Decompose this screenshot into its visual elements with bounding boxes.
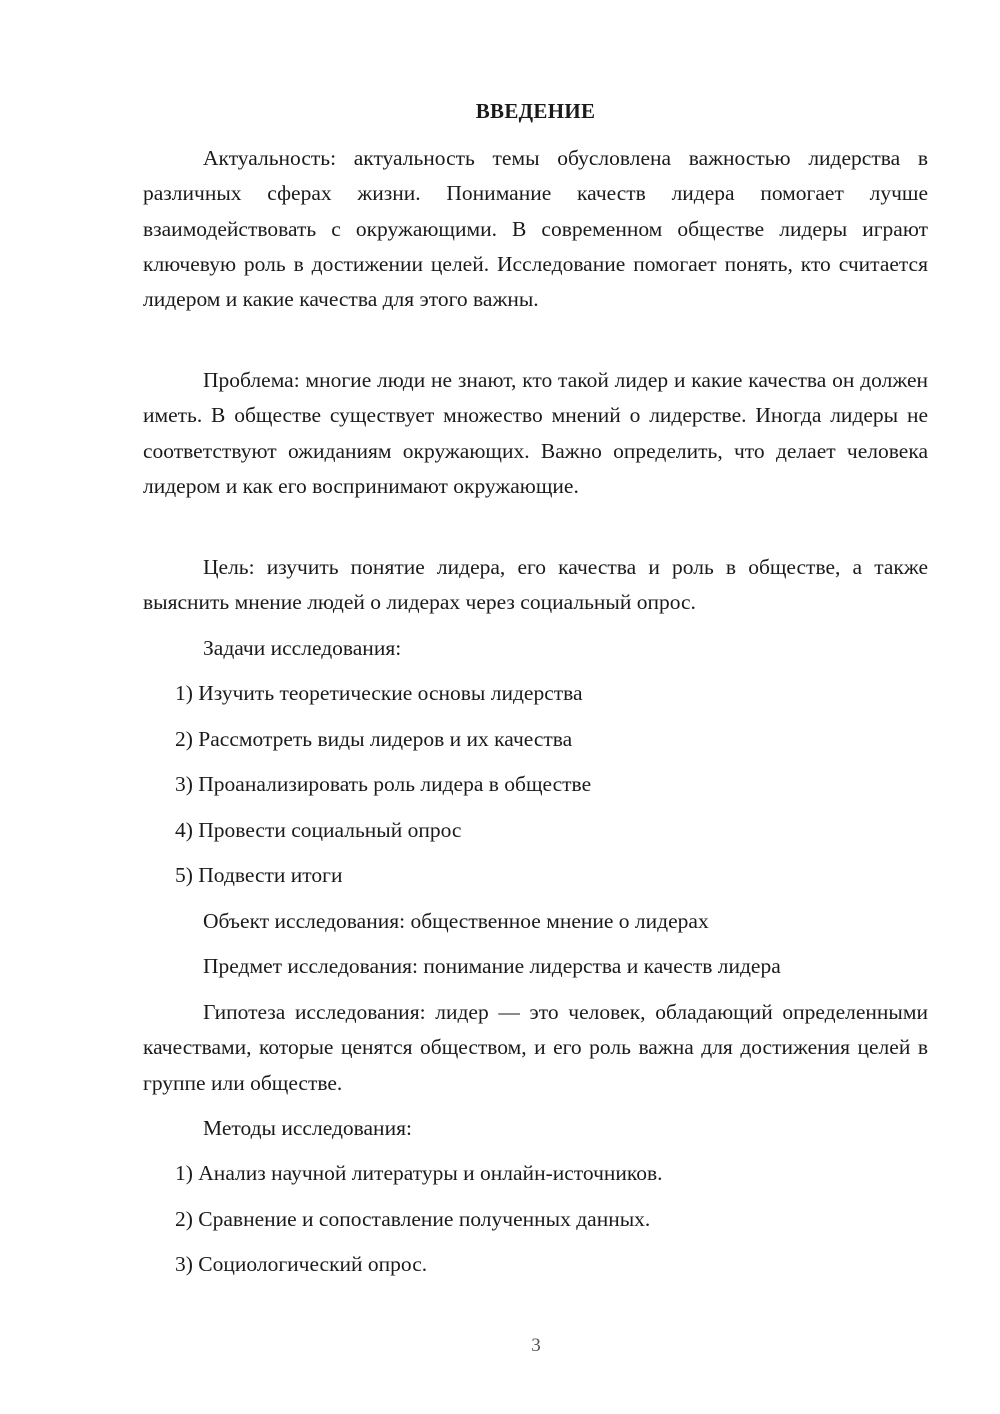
methods-heading: Методы исследования: xyxy=(203,1116,412,1140)
goal-paragraph: Цель: изучить понятие лидера, его качества и роль в обществе, а также выяснить мнение людей о лидерах через социальный опрос. xyxy=(143,555,928,615)
object-line: Объект исследования: общественное мнение о лидерах xyxy=(203,909,709,933)
subject-line: Предмет исследования: понимание лидерства и качеств лидера xyxy=(203,954,781,978)
page-number: 3 xyxy=(531,1335,541,1356)
section-title: ВВЕДЕНИЕ xyxy=(475,99,596,123)
hypothesis-paragraph: Гипотеза исследования: лидер — это человек, обладающий определенными качествами, которые ценятся обществом, и его роль важна для достижения целей в группе или обществе. xyxy=(143,1000,928,1095)
tasks-heading: Задачи исследования: xyxy=(203,636,402,660)
relevance-paragraph: Актуальность: актуальность темы обусловлена важностью лидерства в различных сферах жизни. Понимание качеств лидера помогает лучше взаимодействовать с окружающими. В современном обществе лидеры играют ключевую роль в достижении целей. Исследование помогает понять, кто считается лидером и какие качества для этого важны. xyxy=(143,146,928,312)
task-item: 5) Подвести итоги xyxy=(175,863,343,887)
task-item: 3) Проанализировать роль лидера в обществе xyxy=(175,772,592,796)
problem-paragraph: Проблема: многие люди не знают, кто такой лидер и какие качества он должен иметь. В обществе существует множество мнений о лидерстве. Иногда лидеры не соответствуют ожиданиям окружающих. Важно определить, что делает человека лидером и как его воспринимают окружающие. xyxy=(143,368,928,498)
method-item: 3) Социологический опрос. xyxy=(175,1252,428,1276)
method-item: 2) Сравнение и сопоставление полученных данных. xyxy=(175,1207,651,1231)
method-item: 1) Анализ научной литературы и онлайн-источников. xyxy=(175,1161,663,1185)
task-item: 2) Рассмотреть виды лидеров и их качества xyxy=(175,727,573,751)
task-item: 4) Провести социальный опрос xyxy=(175,818,462,842)
task-item: 1) Изучить теоретические основы лидерства xyxy=(175,681,583,705)
